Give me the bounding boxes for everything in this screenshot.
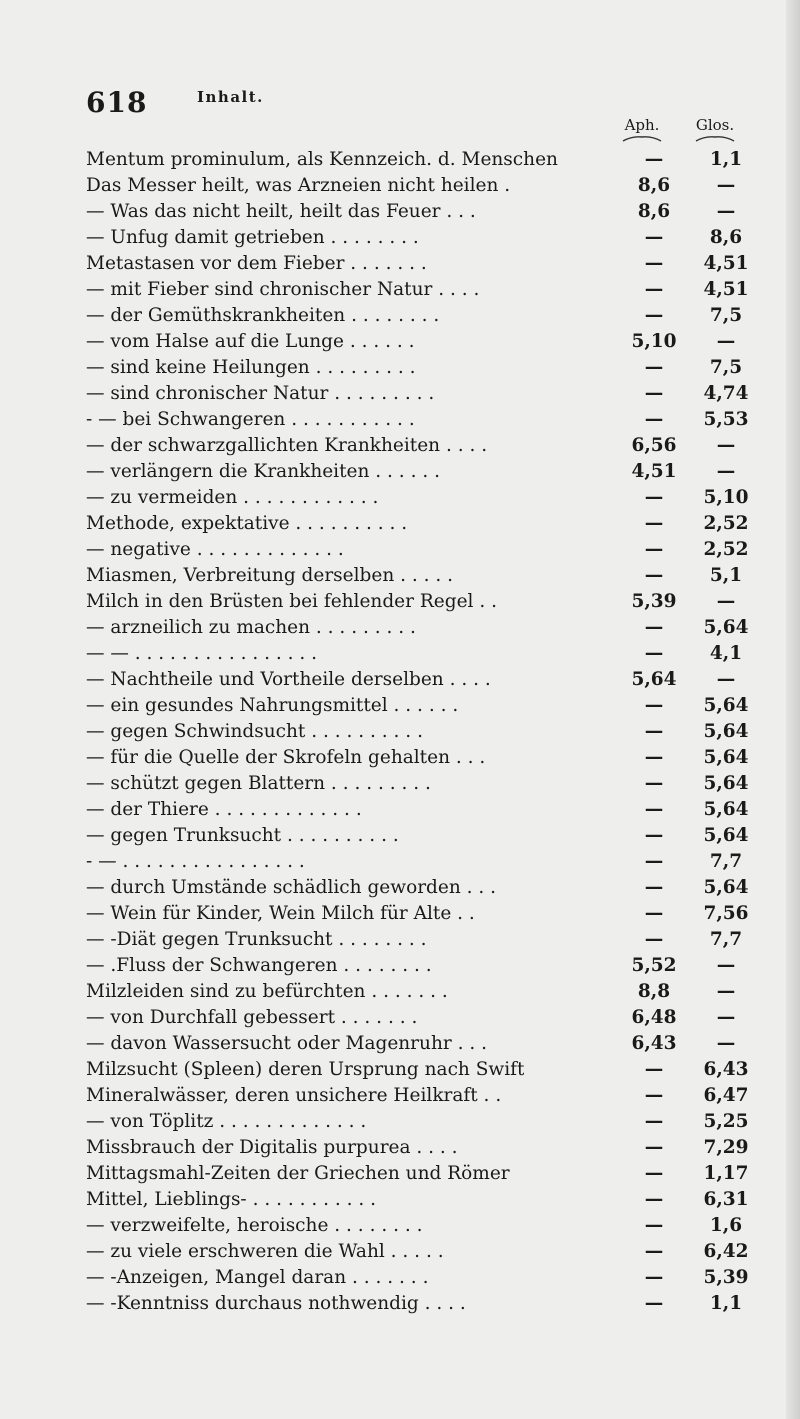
index-entry bbox=[86, 615, 766, 641]
entry-term: — sind chronischer Natur . . . . . . . . . bbox=[86, 383, 435, 404]
glos-brace-mark bbox=[695, 136, 735, 142]
entry-term: — verzweifelte, heroische . . . . . . . . bbox=[86, 1215, 423, 1236]
entry-term: — schützt gegen Blattern . . . . . . . . . bbox=[86, 773, 431, 794]
entry-glos-ref: — bbox=[716, 669, 736, 690]
entry-term: Mentum prominulum, als Kennzeich. d. Menschen bbox=[86, 149, 558, 170]
index-entry bbox=[86, 1239, 766, 1265]
entry-aph-ref: — bbox=[644, 877, 664, 898]
entry-term: — mit Fieber sind chronischer Natur . . . . bbox=[86, 279, 480, 300]
index-entry bbox=[86, 251, 766, 277]
entry-glos-ref: 1,1 bbox=[709, 1293, 743, 1314]
entry-glos-ref: — bbox=[716, 461, 736, 482]
entry-term: — der Thiere . . . . . . . . . . . . . bbox=[86, 799, 362, 820]
entry-aph-ref: — bbox=[644, 513, 664, 534]
entry-glos-ref: 1,6 bbox=[709, 1215, 743, 1236]
entry-aph-ref: — bbox=[644, 539, 664, 560]
index-entry bbox=[86, 485, 766, 511]
index-entry bbox=[86, 199, 766, 225]
entry-glos-ref: 2,52 bbox=[703, 539, 749, 560]
entry-aph-ref: — bbox=[644, 903, 664, 924]
entry-term: — vom Halse auf die Lunge . . . . . . bbox=[86, 331, 415, 352]
index-entry bbox=[86, 459, 766, 485]
entry-term: Mittel, Lieblings- . . . . . . . . . . . bbox=[86, 1189, 377, 1210]
entry-glos-ref: — bbox=[716, 981, 736, 1002]
index-entry bbox=[86, 329, 766, 355]
entry-aph-ref: — bbox=[644, 1111, 664, 1132]
index-entry bbox=[86, 1057, 766, 1083]
index-entry bbox=[86, 1083, 766, 1109]
index-entry bbox=[86, 1265, 766, 1291]
entry-glos-ref: 5,1 bbox=[709, 565, 743, 586]
entry-glos-ref: — bbox=[716, 955, 736, 976]
index-entry bbox=[86, 979, 766, 1005]
entry-aph-ref: — bbox=[644, 643, 664, 664]
index-entry bbox=[86, 771, 766, 797]
entry-aph-ref: 8,8 bbox=[637, 981, 671, 1002]
entry-term: — .Fluss der Schwangeren . . . . . . . . bbox=[86, 955, 432, 976]
entry-glos-ref: 8,6 bbox=[709, 227, 743, 248]
entry-aph-ref: — bbox=[644, 149, 664, 170]
index-entry bbox=[86, 537, 766, 563]
entry-term: Metastasen vor dem Fieber . . . . . . . bbox=[86, 253, 427, 274]
entry-aph-ref: — bbox=[644, 695, 664, 716]
index-entry bbox=[86, 1135, 766, 1161]
entry-aph-ref: — bbox=[644, 1293, 664, 1314]
entry-aph-ref: — bbox=[644, 1215, 664, 1236]
index-entry bbox=[86, 927, 766, 953]
running-head: Inhalt. bbox=[197, 88, 264, 106]
entry-term: Methode, expektative . . . . . . . . . . bbox=[86, 513, 408, 534]
index-entry bbox=[86, 173, 766, 199]
entry-term: Milch in den Brüsten bei fehlender Regel . . bbox=[86, 591, 497, 612]
entry-aph-ref: — bbox=[644, 409, 664, 430]
entry-term: - — bei Schwangeren . . . . . . . . . . . bbox=[86, 409, 415, 430]
entry-glos-ref: 7,56 bbox=[703, 903, 749, 924]
entry-glos-ref: 5,10 bbox=[703, 487, 749, 508]
entry-aph-ref: — bbox=[644, 747, 664, 768]
entry-aph-ref: — bbox=[644, 773, 664, 794]
index-entry bbox=[86, 823, 766, 849]
index-entry bbox=[86, 1005, 766, 1031]
entry-term: Missbrauch der Digitalis purpurea . . . . bbox=[86, 1137, 458, 1158]
entry-term: Mineralwässer, deren unsichere Heilkraft . . bbox=[86, 1085, 502, 1106]
entry-aph-ref: — bbox=[644, 1267, 664, 1288]
entry-glos-ref: 1,17 bbox=[703, 1163, 749, 1184]
entry-glos-ref: 6,42 bbox=[703, 1241, 749, 1262]
entry-glos-ref: 5,64 bbox=[703, 695, 749, 716]
entry-aph-ref: — bbox=[644, 357, 664, 378]
entry-aph-ref: — bbox=[644, 565, 664, 586]
index-entry bbox=[86, 875, 766, 901]
entry-aph-ref: — bbox=[644, 929, 664, 950]
entry-aph-ref: 5,64 bbox=[631, 669, 677, 690]
entry-glos-ref: 5,64 bbox=[703, 825, 749, 846]
entry-term: — sind keine Heilungen . . . . . . . . . bbox=[86, 357, 416, 378]
entry-glos-ref: 4,74 bbox=[703, 383, 749, 404]
entry-term: — zu viele erschweren die Wahl . . . . . bbox=[86, 1241, 444, 1262]
entry-term: Milzleiden sind zu befürchten . . . . . . . bbox=[86, 981, 448, 1002]
entry-aph-ref: 4,51 bbox=[631, 461, 677, 482]
entry-glos-ref: 1,1 bbox=[709, 149, 743, 170]
index-entry bbox=[86, 381, 766, 407]
entry-term: — negative . . . . . . . . . . . . . bbox=[86, 539, 344, 560]
index-entry bbox=[86, 433, 766, 459]
index-entry bbox=[86, 407, 766, 433]
entry-aph-ref: — bbox=[644, 825, 664, 846]
entry-term: Mittagsmahl-Zeiten der Griechen und Römer bbox=[86, 1163, 510, 1184]
entry-term: Das Messer heilt, was Arzneien nicht heilen . bbox=[86, 175, 511, 196]
page-number: 618 bbox=[86, 86, 148, 119]
entry-glos-ref: — bbox=[716, 591, 736, 612]
entry-term: — zu vermeiden . . . . . . . . . . . . bbox=[86, 487, 379, 508]
entry-glos-ref: — bbox=[716, 435, 736, 456]
entry-term: Milzsucht (Spleen) deren Ursprung nach Swift bbox=[86, 1059, 525, 1080]
entry-glos-ref: 6,47 bbox=[703, 1085, 749, 1106]
entry-term: — gegen Schwindsucht . . . . . . . . . . bbox=[86, 721, 423, 742]
index-entry bbox=[86, 1213, 766, 1239]
entry-glos-ref: 5,39 bbox=[703, 1267, 749, 1288]
entry-term: — durch Umstände schädlich geworden . . . bbox=[86, 877, 497, 898]
entry-term: — -Diät gegen Trunksucht . . . . . . . . bbox=[86, 929, 427, 950]
entry-term: — verlängern die Krankheiten . . . . . . bbox=[86, 461, 440, 482]
entry-aph-ref: 5,52 bbox=[631, 955, 677, 976]
entry-term: — arzneilich zu machen . . . . . . . . . bbox=[86, 617, 416, 638]
index-entry bbox=[86, 901, 766, 927]
entry-aph-ref: — bbox=[644, 383, 664, 404]
entry-glos-ref: 6,43 bbox=[703, 1059, 749, 1080]
entry-aph-ref: 5,10 bbox=[631, 331, 677, 352]
entry-aph-ref: — bbox=[644, 617, 664, 638]
entry-term: Miasmen, Verbreitung derselben . . . . . bbox=[86, 565, 454, 586]
entry-aph-ref: — bbox=[644, 721, 664, 742]
entry-term: — von Durchfall gebessert . . . . . . . bbox=[86, 1007, 418, 1028]
entry-glos-ref: 5,64 bbox=[703, 877, 749, 898]
entry-term: — -Kenntniss durchaus nothwendig . . . . bbox=[86, 1293, 466, 1314]
entry-glos-ref: 7,29 bbox=[703, 1137, 749, 1158]
column-header-glos: Glos. bbox=[695, 116, 735, 134]
index-entry bbox=[86, 563, 766, 589]
entry-glos-ref: 5,25 bbox=[703, 1111, 749, 1132]
column-header-aph: Aph. bbox=[624, 116, 660, 134]
entry-glos-ref: — bbox=[716, 201, 736, 222]
index-entry bbox=[86, 147, 766, 173]
index-entry bbox=[86, 849, 766, 875]
entry-term: — Was das nicht heilt, heilt das Feuer . . . bbox=[86, 201, 476, 222]
entry-glos-ref: — bbox=[716, 1033, 736, 1054]
entry-glos-ref: 4,51 bbox=[703, 253, 749, 274]
entry-term: — der Gemüthskrankheiten . . . . . . . . bbox=[86, 305, 440, 326]
entry-aph-ref: — bbox=[644, 1189, 664, 1210]
entry-term: — Wein für Kinder, Wein Milch für Alte . . bbox=[86, 903, 475, 924]
page-edge bbox=[786, 0, 800, 1419]
entry-aph-ref: — bbox=[644, 1059, 664, 1080]
entry-aph-ref: 6,43 bbox=[631, 1033, 677, 1054]
entry-term: — ein gesundes Nahrungsmittel . . . . . . bbox=[86, 695, 459, 716]
index-entry bbox=[86, 589, 766, 615]
entry-glos-ref: 7,5 bbox=[709, 357, 743, 378]
entry-glos-ref: — bbox=[716, 175, 736, 196]
entry-term: - — . . . . . . . . . . . . . . . . bbox=[86, 851, 305, 872]
entry-term: — -Anzeigen, Mangel daran . . . . . . . bbox=[86, 1267, 429, 1288]
entry-glos-ref: 6,31 bbox=[703, 1189, 749, 1210]
entry-glos-ref: 5,64 bbox=[703, 799, 749, 820]
entry-aph-ref: — bbox=[644, 851, 664, 872]
index-entry bbox=[86, 745, 766, 771]
entry-aph-ref: — bbox=[644, 279, 664, 300]
entry-aph-ref: — bbox=[644, 799, 664, 820]
index-entry bbox=[86, 667, 766, 693]
entry-aph-ref: 6,48 bbox=[631, 1007, 677, 1028]
entry-aph-ref: 6,56 bbox=[631, 435, 677, 456]
entry-glos-ref: 5,53 bbox=[703, 409, 749, 430]
entry-aph-ref: — bbox=[644, 1163, 664, 1184]
index-entry bbox=[86, 719, 766, 745]
entry-term: — für die Quelle der Skrofeln gehalten . . . bbox=[86, 747, 486, 768]
index-entry bbox=[86, 1031, 766, 1057]
entry-aph-ref: — bbox=[644, 1137, 664, 1158]
entry-aph-ref: — bbox=[644, 253, 664, 274]
index-entry bbox=[86, 641, 766, 667]
entry-glos-ref: — bbox=[716, 331, 736, 352]
index-entry bbox=[86, 1161, 766, 1187]
entry-term: — davon Wassersucht oder Magenruhr . . . bbox=[86, 1033, 487, 1054]
index-entry bbox=[86, 225, 766, 251]
entry-aph-ref: — bbox=[644, 1085, 664, 1106]
entry-glos-ref: — bbox=[716, 1007, 736, 1028]
index-entries bbox=[86, 147, 766, 1317]
entry-glos-ref: 5,64 bbox=[703, 773, 749, 794]
entry-aph-ref: — bbox=[644, 305, 664, 326]
aph-brace-mark bbox=[622, 136, 662, 142]
entry-glos-ref: 2,52 bbox=[703, 513, 749, 534]
entry-glos-ref: 7,7 bbox=[709, 851, 743, 872]
entry-aph-ref: — bbox=[644, 227, 664, 248]
entry-aph-ref: — bbox=[644, 487, 664, 508]
entry-term: — Nachtheile und Vortheile derselben . . . . bbox=[86, 669, 491, 690]
index-entry bbox=[86, 953, 766, 979]
index-entry bbox=[86, 355, 766, 381]
index-entry bbox=[86, 1187, 766, 1213]
index-entry bbox=[86, 1291, 766, 1317]
index-entry bbox=[86, 511, 766, 537]
index-entry bbox=[86, 303, 766, 329]
entry-glos-ref: 4,51 bbox=[703, 279, 749, 300]
index-entry bbox=[86, 693, 766, 719]
entry-term: — der schwarzgallichten Krankheiten . . . . bbox=[86, 435, 488, 456]
entry-glos-ref: 7,5 bbox=[709, 305, 743, 326]
entry-glos-ref: 7,7 bbox=[709, 929, 743, 950]
entry-aph-ref: 5,39 bbox=[631, 591, 677, 612]
entry-glos-ref: 5,64 bbox=[703, 747, 749, 768]
index-entry bbox=[86, 797, 766, 823]
entry-aph-ref: 8,6 bbox=[637, 201, 671, 222]
entry-term: — — . . . . . . . . . . . . . . . . bbox=[86, 643, 318, 664]
entry-term: — gegen Trunksucht . . . . . . . . . . bbox=[86, 825, 399, 846]
entry-glos-ref: 5,64 bbox=[703, 617, 749, 638]
entry-term: — Unfug damit getrieben . . . . . . . . bbox=[86, 227, 419, 248]
entry-aph-ref: — bbox=[644, 1241, 664, 1262]
entry-aph-ref: 8,6 bbox=[637, 175, 671, 196]
index-entry bbox=[86, 1109, 766, 1135]
entry-glos-ref: 4,1 bbox=[709, 643, 743, 664]
entry-term: — von Töplitz . . . . . . . . . . . . . bbox=[86, 1111, 367, 1132]
index-entry bbox=[86, 277, 766, 303]
entry-glos-ref: 5,64 bbox=[703, 721, 749, 742]
